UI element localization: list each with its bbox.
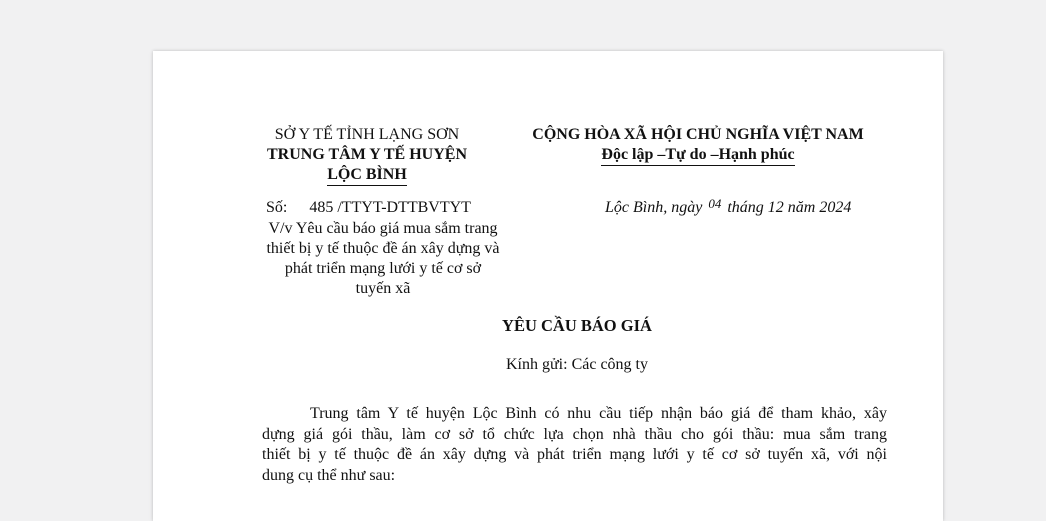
organization-name-line2: LỘC BÌNH: [327, 165, 407, 186]
document-number-value: 485 /TTYT-DTTBVTYT: [309, 199, 471, 216]
national-header: [523, 125, 873, 165]
document-number: [266, 198, 471, 217]
national-motto: Độc lập –Tự do –Hạnh phúc: [601, 145, 794, 166]
organization-name-line1: TRUNG TÂM Y TẾ HUYỆN: [266, 146, 468, 163]
subject-line: V/v Yêu cầu báo giá mua sắm trang: [268, 220, 498, 237]
body-line: thiết bị y tế thuộc đề án xây dựng và phát triển mạng lưới y tế cơ sở tuyến xã, với nội: [262, 446, 887, 463]
body-line: dung cụ thể như sau:: [262, 466, 396, 484]
document-date: [605, 198, 851, 217]
recipient-line: Kính gửi: Các công ty: [506, 356, 648, 373]
document-title: YÊU CẦU BÁO GIÁ: [502, 316, 652, 335]
body-line: dựng giá gói thầu, làm cơ sở tổ chức lựa chọn nhà thầu cho gói thầu: mua sắm trang: [262, 425, 887, 443]
subject-line: tuyến xã: [355, 280, 411, 297]
date-prefix: Lộc Bình, ngày: [605, 199, 703, 216]
subject-line: thiết bị y tế thuộc đề án xây dựng và: [266, 240, 500, 257]
subject-line: phát triển mạng lưới y tế cơ sở: [284, 260, 482, 277]
date-day: 04: [708, 196, 722, 211]
date-suffix: tháng 12 năm 2024: [727, 199, 852, 216]
issuing-organization: [233, 125, 501, 185]
nation-name: CỘNG HÒA XÃ HỘI CHỦ NGHĨA VIỆT NAM: [532, 126, 864, 143]
body-paragraph: [262, 405, 887, 487]
body-line: Trung tâm Y tế huyện Lộc Bình có nhu cầu tiếp nhận báo giá để tham khảo, xây: [310, 405, 887, 422]
department-name: SỞ Y TẾ TỈNH LẠNG SƠN: [274, 126, 460, 143]
document-number-label: Số:: [266, 199, 288, 216]
document-subject: [233, 219, 533, 299]
document-page: [153, 51, 943, 521]
